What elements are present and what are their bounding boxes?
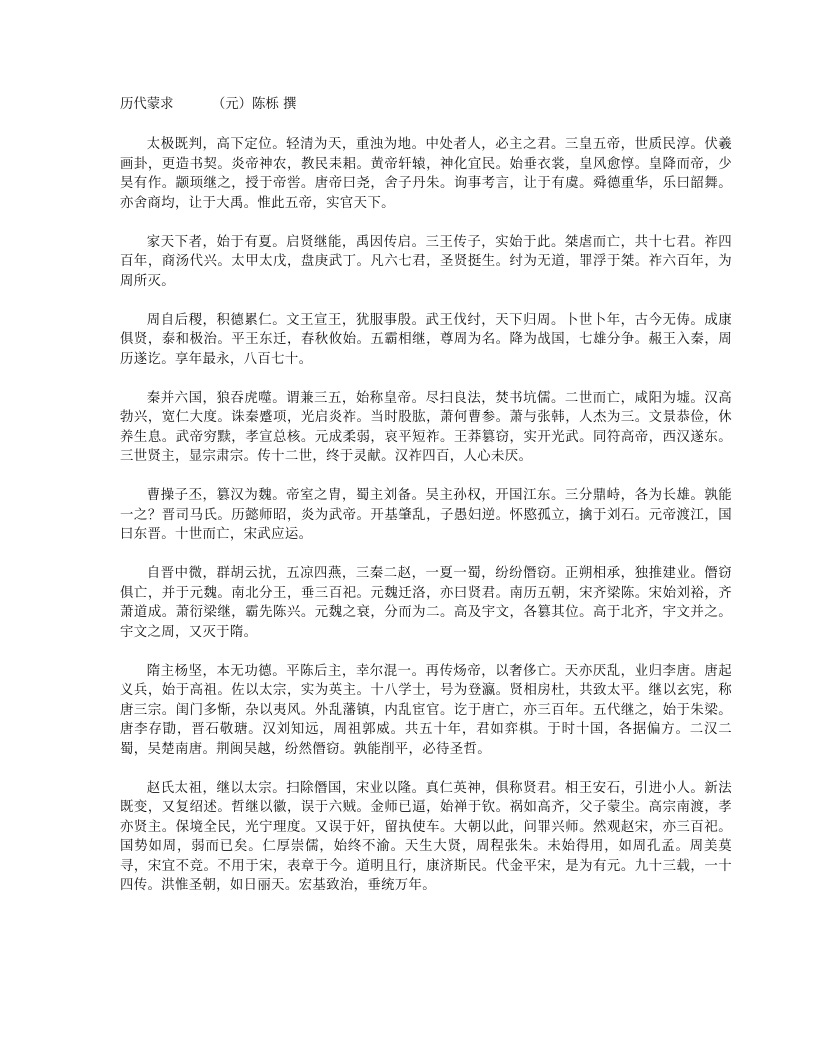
paragraph-primordial-emperors: 太极既判，高下定位。轻清为天，重浊为地。中处者人，必主之君。三皇五帝，世质民淳。伏羲画卦，更造书契。炎帝神农，教民耒耜。黄帝轩辕，神化宜民。始垂衣裳，皇风愈惇。皇降而帝，少昊有作。颛顼继之，授于帝喾。唐帝曰尧，舍子丹朱。询事考言，让于有虞。舜德重华，乐曰韶舞。亦舍商均，让于大禹。惟此五帝，实官天下。 <box>120 137 732 211</box>
document-page <box>120 96 732 915</box>
paragraph-zhou: 周自后稷，积德累仁。文王宣王，犹服事殷。武王伐纣，天下归周。卜世卜年，古今无俦。成康俱贤，泰和极治。平王东迁，春秋攸始。五霸相继，尊周为名。降为战国，七雄分争。赧王入秦，周历遂讫。享年最永，八百七十。 <box>120 312 732 367</box>
paragraph-xia-shang: 家天下者，始于有夏。启贤继能，禹因传启。三王传子，实始于此。桀虐而亡，共十七君。祚四百年，商汤代兴。太甲太戊，盘庚武丁。凡六七君，圣贤挺生。纣为无道，罪浮于桀。祚六百年，为周所灭。 <box>120 234 732 289</box>
paragraph-sui-tang-five-dynasties: 隋主杨坚，本无功德。平陈后主，幸尔混一。再传炀帝，以奢侈亡。天亦厌乱，业归李唐。唐起义兵，始于高祖。佐以太宗，实为英主。十八学士，号为登瀛。贤相房杜，共致太平。继以玄宪，称唐三宗。闺门多惭，杂以夷风。外乱藩镇，内乱宦官。讫于唐亡，亦三百年。五代继之，始于朱梁。唐李存勖，晋石敬瑭。汉刘知远，周祖郭威。共五十年，君如弈棋。于时十国，各据偏方。二汉二蜀，吴楚南唐。荆闽吴越，纷然僭窃。孰能削平，必待圣哲。 <box>120 663 732 757</box>
paragraph-qin-han: 秦并六国，狼吞虎噬。谓兼三五，始称皇帝。尽扫良法，焚书坑儒。二世而亡，咸阳为墟。汉高勃兴，宽仁大度。诛秦蹙项，光启炎祚。当时股肱，萧何曹参。萧与张韩，人杰为三。文景恭俭，休养生息。武帝穷黩，孝宣总核。元成柔弱，哀平短祚。王莽篡窃，实开光武。同符高帝，西汉遂东。三世贤主，显宗肃宗。传十二世，终于灵献。汉祚四百，人心未厌。 <box>120 390 732 464</box>
book-title: 历代蒙求 <box>120 97 174 112</box>
author-attribution: （元）陈栎 撰 <box>211 97 297 112</box>
title-line <box>120 96 732 114</box>
paragraph-song-yuan: 赵氏太祖，继以太宗。扫除僭国，宋业以隆。真仁英神，俱称贤君。相王安石，引进小人。新法既变，又复绍述。哲继以徽，误于六贼。金师已逼，始禅于钦。祸如高齐，父子蒙尘。高宗南渡，孝亦贤主。保境全民，光宁理度。又误于奸，留执使车。大朝以此，问罪兴师。然观赵宋，亦三百祀。国势如周，弱而已矣。仁厚崇儒，始终不渝。天生大贤，周程张朱。未始得用，如周孔孟。周美莫寻，宋宜不竞。不用于宋，表章于今。道明且行，康济斯民。代金平宋，是为有元。九十三载，一十四传。洪惟圣朝，如日丽天。宏基致治，垂统万年。 <box>120 780 732 893</box>
paragraph-northern-southern-dynasties: 自晋中微，群胡云扰，五凉四燕，三秦二赵，一夏一蜀，纷纷僭窃。正朔相承，独推建业。僭窃俱亡，并于元魏。南北分王，垂三百祀。元魏迁洛，亦曰贤君。南历五朝，宋齐梁陈。宋始刘裕，齐萧道成。萧衍梁继，霸先陈兴。元魏之衰，分而为二。高及宇文，各篡其位。高于北齐，宇文并之。宇文之周，又灭于隋。 <box>120 566 732 640</box>
paragraph-three-kingdoms-jin: 曹操子丕，篡汉为魏。帝室之胄，蜀主刘备。吴主孙权，开国江东。三分鼎峙，各为长雄。孰能一之？晋司马氏。历懿师昭，炎为武帝。开基肇乱，子愚妇逆。怀愍孤立，擒于刘石。元帝渡江，国曰东晋。十世而亡，宋武应运。 <box>120 488 732 542</box>
